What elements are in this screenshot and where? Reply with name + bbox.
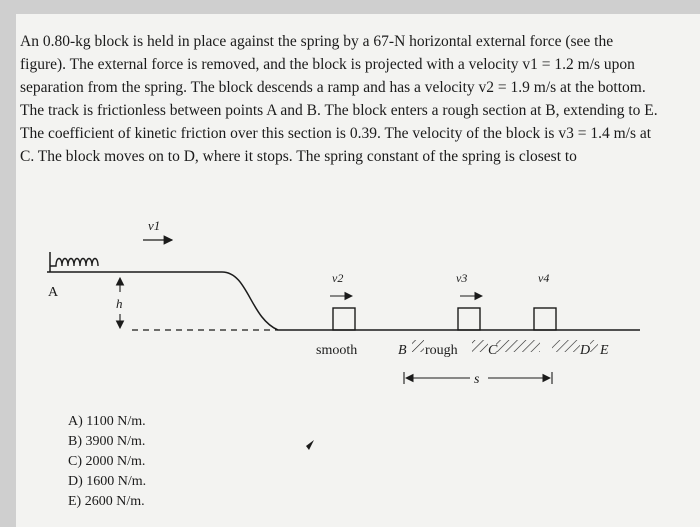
rough-section-hatch-2 <box>472 340 488 352</box>
point-c-label: C <box>488 343 498 358</box>
block-at-v4 <box>534 308 556 330</box>
rough-section-hatch-3 <box>496 340 540 352</box>
choice-text: 1100 N/m. <box>86 414 146 429</box>
choice-text: 1600 N/m. <box>86 474 147 489</box>
answer-choices <box>68 412 146 512</box>
v1-label: v1 <box>148 218 161 233</box>
choice-letter: B) <box>68 434 82 449</box>
choice-letter: E) <box>68 494 82 509</box>
rough-section-hatch-1 <box>412 340 424 352</box>
v4-label: v4 <box>538 271 550 285</box>
rough-section-hatch-4 <box>552 340 580 352</box>
choice-letter: A) <box>68 414 83 429</box>
choice-c[interactable] <box>68 452 146 472</box>
v3-label: v3 <box>456 271 468 285</box>
track <box>47 272 640 330</box>
rough-section-hatch-5 <box>590 340 598 352</box>
h-label: h <box>116 296 123 311</box>
cursor-icon <box>306 440 314 450</box>
rough-label: rough <box>425 343 458 358</box>
choice-text: 2600 N/m. <box>84 494 145 509</box>
block-at-v2 <box>333 308 355 330</box>
point-a-label: A <box>48 285 59 300</box>
choice-b[interactable] <box>68 432 146 452</box>
choice-e[interactable] <box>68 492 146 512</box>
point-d-label: D <box>580 343 591 358</box>
choice-letter: C) <box>68 454 82 469</box>
choice-d[interactable] <box>68 472 146 492</box>
block-at-v3 <box>458 308 480 330</box>
s-label: s <box>474 372 480 387</box>
smooth-label: smooth <box>316 343 358 358</box>
choice-letter: D) <box>68 474 83 489</box>
spring-coil <box>50 259 98 267</box>
choice-a[interactable] <box>68 412 146 432</box>
point-e-label: E <box>600 343 609 358</box>
choice-text: 2000 N/m. <box>85 454 146 469</box>
problem-text: An 0.80-kg block is held in place against the spring by a 67-N horizontal external force (see the figure). The external force is removed, and the block is projected with a velocity v1 = 1.2 m/s upon separation from the spring. The block descends a ramp and has a velocity v2 = 1.9 m/s at the bottom. The track is frictionless between points A and B. The block enters a rough section at B, extending to E. The coefficient of kinetic friction over this section is 0.39. The velocity of the block is v3 = 1.4 m/s at C. The block moves on to D, where it stops. The spring constant of the spring is closest to <box>20 33 658 165</box>
choice-text: 3900 N/m. <box>85 434 146 449</box>
point-b-label: B <box>398 343 407 358</box>
v2-label: v2 <box>332 271 344 285</box>
